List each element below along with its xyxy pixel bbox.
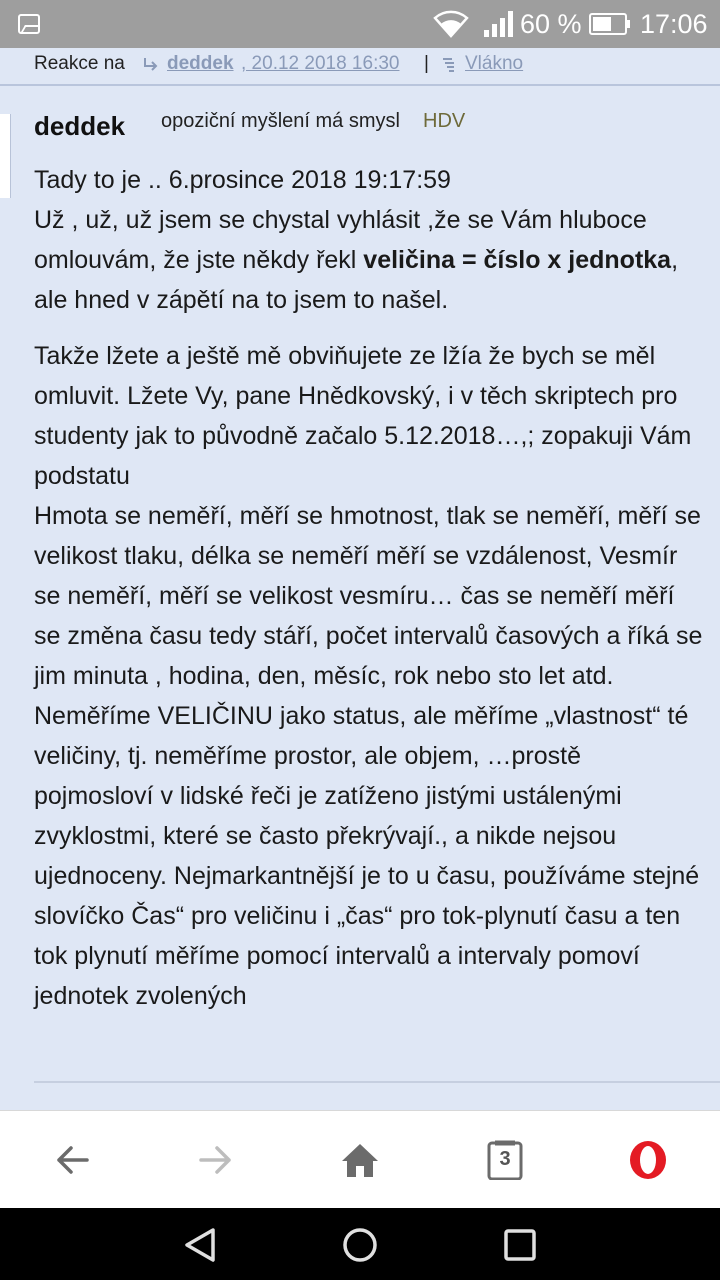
tabs-button[interactable] — [460, 1111, 550, 1209]
home-icon — [340, 1140, 380, 1180]
back-triangle-icon[interactable] — [180, 1225, 220, 1265]
system-navigation-bar — [0, 1208, 720, 1280]
home-button[interactable] — [315, 1111, 405, 1209]
home-circle-icon[interactable] — [340, 1225, 380, 1265]
post-body — [34, 160, 704, 1016]
reply-date-link[interactable]: , 20.12 2018 16:30 — [241, 53, 400, 74]
post-divider — [34, 1081, 720, 1083]
reply-arrow-icon — [143, 56, 159, 74]
post-author[interactable]: deddek — [34, 111, 126, 141]
post-paragraph-1 — [34, 160, 704, 320]
clock: 17:06 — [640, 9, 708, 39]
post-text: Takže lžete a ještě mě obviňujete ze lžía že bych se měl omluvit. Lžete Vy, pane Hnědkovský, i v těch skriptech pro studenty jak to původně začalo 5.12.2018…,; zopakuji Vám podstatu — [34, 342, 692, 490]
post-tag: HDV — [423, 110, 466, 132]
post-paragraph-2 — [34, 336, 704, 1016]
opera-menu-button[interactable] — [603, 1111, 693, 1209]
battery-percent: 60 % — [520, 9, 582, 39]
forward-button[interactable] — [170, 1111, 260, 1209]
thread-link[interactable]: Vlákno — [465, 53, 524, 74]
thread-icon — [440, 56, 458, 74]
post-text: Už , už, už jsem se chystal vyhlásit ,že se Vám hluboce omlouvám, že jste někdy řekl — [34, 206, 647, 274]
separator: | — [424, 53, 429, 74]
tabs-count: 3 — [499, 1148, 511, 1170]
back-arrow-icon — [53, 1140, 93, 1180]
post-date-line: Tady to je .. 6.prosince 2018 19:17:59 — [34, 166, 451, 194]
wifi-icon — [433, 10, 469, 38]
browser-toolbar — [0, 1110, 720, 1209]
post-text: , ale hned v zápětí na to jsem to našel. — [34, 246, 679, 314]
recents-square-icon[interactable] — [500, 1225, 540, 1265]
forward-arrow-icon — [195, 1140, 235, 1180]
post-signature: opoziční myšlení má smysl — [161, 110, 400, 132]
opera-menu-icon — [628, 1140, 668, 1180]
post-left-bracket — [0, 114, 11, 198]
gallery-icon — [18, 14, 40, 34]
reply-author-link[interactable]: deddek — [167, 53, 234, 74]
header-divider — [0, 84, 720, 86]
post-text: Hmota se neměří, měří se hmotnost, tlak se neměří, měří se velikost tlaku, délka se neměří měří se vzdálenost, Vesmír se neměří, měří se velikost vesmíru… čas se neměří měří se změna času tedy stáří, počet intervalů časových a říká se jim minuta , hodina, den, měsíc, rok nebo sto let atd. Neměříme VELIČINU jako status, ale měříme „vlastnost“ té veličiny, tj. neměříme prostor, ale objem, …prostě pojmosloví v lidské řeči je zatíženo jistými ustálenými zvyklostmi, které se často překrývají., a nikde nejsou ujednoceny. Nejmarkantnější je to u času, používáme stejné slovíčko Čas“ pro veličinu i „čas“ pro tok-plynutí času a ten tok plynutí měříme pomocí intervalů a intervaly pomoví jednotek zvolených — [34, 502, 703, 1010]
post-bold-text: veličina = číslo x jednotka — [363, 246, 672, 274]
reply-label: Reakce na — [34, 53, 125, 74]
status-bar — [0, 0, 720, 48]
battery-icon — [589, 13, 631, 35]
back-button[interactable] — [28, 1111, 118, 1209]
signal-icon — [482, 10, 516, 38]
reply-header — [0, 48, 720, 84]
